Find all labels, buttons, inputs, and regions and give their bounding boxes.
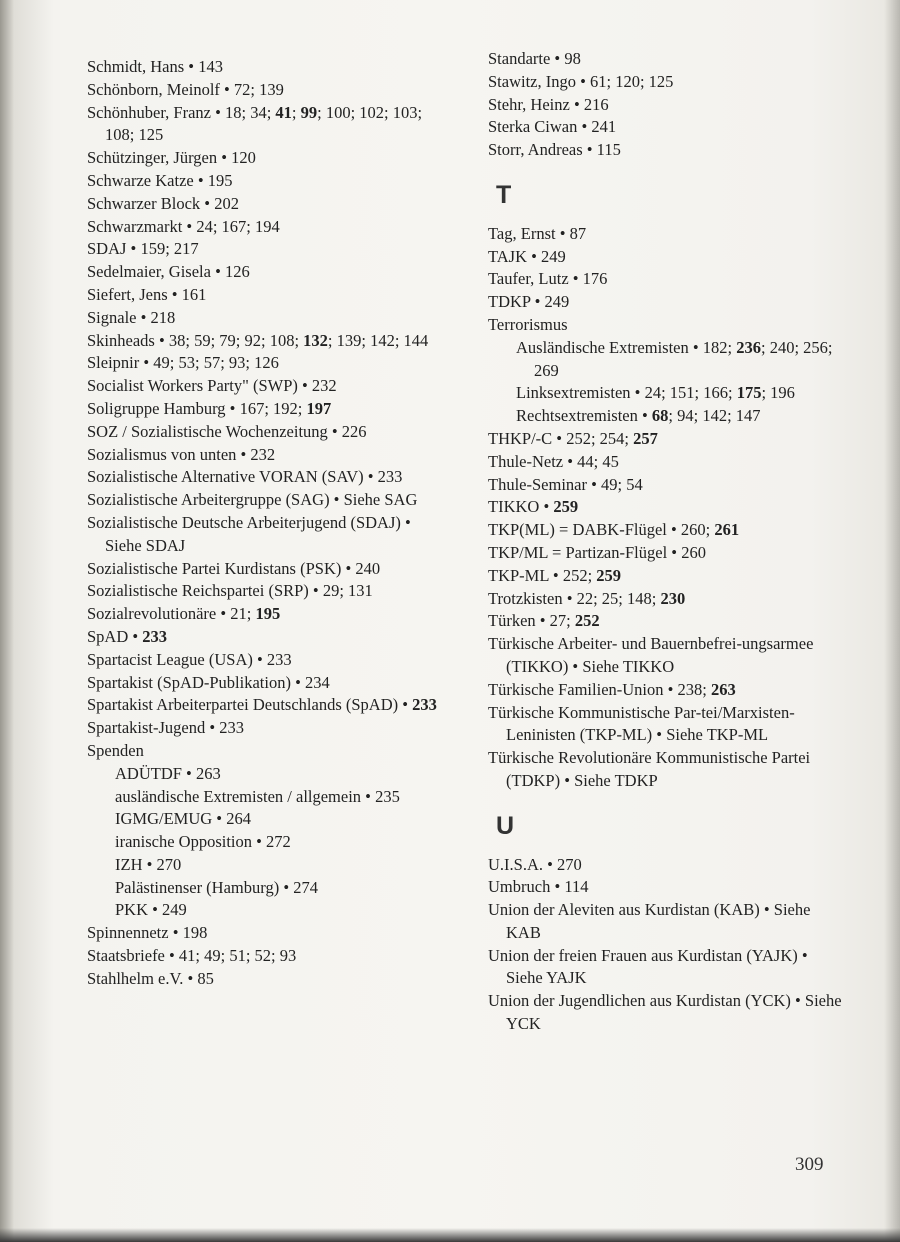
entry-text: Trotzkisten • 22; 25; 148; — [488, 588, 661, 608]
entry-text: Spartacist League (USA) • 233 — [87, 649, 292, 669]
entry-text: Schmidt, Hans • 143 — [87, 57, 223, 76]
entry-text: Linksextremisten • 24; 151; 166; — [516, 383, 737, 403]
index-entry — [87, 216, 437, 239]
index-entry — [87, 330, 437, 353]
index-column-right — [488, 48, 848, 1036]
index-subentry — [488, 337, 848, 383]
primary-page-ref: 132 — [303, 330, 328, 350]
index-subentry — [87, 854, 437, 877]
primary-page-ref: 233 — [412, 695, 437, 715]
entry-text: Thule-Seminar • 49; 54 — [488, 474, 643, 494]
index-entry — [488, 588, 848, 611]
index-entry — [488, 268, 848, 291]
page-number: 309 — [795, 1154, 824, 1175]
entry-text: Sleipnir • 49; 53; 57; 93; 126 — [87, 353, 279, 373]
entry-text: Soligruppe Hamburg • 167; 192; — [87, 398, 307, 418]
entry-text: Union der Aleviten aus Kurdistan (KAB) • Siehe KAB — [488, 900, 811, 942]
entry-text: TKP(ML) = DABK-Flügel • 260; — [488, 520, 715, 540]
index-subentry — [488, 405, 848, 428]
entry-text: ; — [291, 102, 301, 122]
index-entry — [87, 238, 437, 261]
entry-text: ADÜTDF • 263 — [115, 763, 221, 783]
entry-text: Signale • 218 — [87, 307, 176, 327]
index-entry — [87, 147, 437, 170]
entry-text: Standarte • 98 — [488, 49, 581, 68]
primary-page-ref: 175 — [736, 383, 762, 403]
entry-text: Union der freien Frauen aus Kurdistan (YAJK) • Siehe YAJK — [488, 945, 808, 988]
index-entry — [488, 139, 848, 162]
index-entry — [488, 291, 848, 314]
index-entry — [87, 193, 437, 216]
index-entry — [87, 56, 437, 79]
entry-text: IGMG/EMUG • 264 — [115, 809, 251, 829]
entry-text: Terrorismus — [488, 314, 568, 334]
index-entry — [488, 474, 848, 497]
primary-page-ref: 252 — [574, 611, 600, 631]
index-entry — [488, 451, 848, 474]
entry-text: ; 139; 142; 144 — [327, 330, 429, 350]
entry-text: Sterka Ciwan • 241 — [488, 117, 617, 137]
entry-text: U.I.S.A. • 270 — [488, 854, 582, 874]
entry-text: Stahlhelm e.V. • 85 — [87, 968, 214, 988]
index-entry — [488, 246, 848, 269]
primary-page-ref: 259 — [553, 497, 579, 517]
index-subentry — [87, 831, 437, 854]
index-column-left — [87, 56, 437, 991]
entry-text: Spinnennetz • 198 — [87, 923, 208, 943]
index-subentry — [87, 786, 437, 809]
entry-text: Tag, Ernst • 87 — [488, 223, 587, 243]
primary-page-ref: 233 — [142, 626, 168, 646]
index-entry — [87, 398, 437, 421]
entry-text: Spenden — [87, 740, 144, 760]
page-edge-shadow — [884, 0, 900, 1242]
index-entry — [87, 580, 437, 603]
entry-text: Sozialistische Partei Kurdistans (PSK) • 240 — [87, 558, 381, 578]
entry-text: ; 100; 102; 103; 108; 125 — [105, 102, 423, 145]
index-entry — [488, 747, 848, 793]
entry-text: ; 196 — [761, 383, 795, 403]
entry-text: Schönborn, Meinolf • 72; 139 — [87, 79, 284, 99]
entry-text: SpAD • — [87, 626, 143, 646]
primary-page-ref: 236 — [736, 337, 761, 357]
index-entry — [87, 261, 437, 284]
index-entry — [87, 672, 437, 695]
entry-text: Schwarze Katze • 195 — [87, 170, 233, 190]
index-entry — [488, 899, 848, 945]
index-entry — [87, 717, 437, 740]
entry-text: THKP/-C • 252; 254; — [488, 428, 634, 448]
entry-text: Schwarzer Block • 202 — [87, 193, 239, 213]
primary-page-ref: 261 — [714, 520, 740, 540]
index-entry — [488, 48, 848, 71]
entry-text: ausländische Extremisten / allgemein • 235 — [115, 786, 400, 806]
index-entry — [87, 945, 437, 968]
index-entry — [488, 565, 848, 588]
entry-text: Ausländische Extremisten • 182; — [516, 337, 737, 357]
entry-text: Sozialistische Reichspartei (SRP) • 29; 131 — [87, 581, 373, 601]
entry-text: Türkische Revolutionäre Kommunistische Partei (TDKP) • Siehe TDKP — [488, 748, 811, 790]
index-entry — [488, 314, 848, 337]
primary-page-ref: 257 — [633, 428, 658, 448]
index-entry — [488, 990, 848, 1036]
primary-page-ref: 195 — [255, 604, 281, 624]
entry-text: Taufer, Lutz • 176 — [488, 269, 608, 289]
index-entry — [87, 740, 437, 763]
primary-page-ref: 68 — [651, 406, 669, 426]
index-entry — [87, 352, 437, 375]
entry-text: TKP/ML = Partizan-Flügel • 260 — [488, 542, 706, 562]
index-entry — [87, 307, 437, 330]
primary-page-ref: 259 — [596, 565, 622, 585]
entry-text: Sozialismus von unten • 232 — [87, 444, 276, 464]
entry-text: Sozialistische Deutsche Arbeiterjugend (SDAJ) • Siehe SDAJ — [87, 512, 411, 555]
index-subentry — [87, 877, 437, 900]
index-entry — [87, 421, 437, 444]
entry-text: Spartakist-Jugend • 233 — [87, 718, 245, 738]
index-entry — [488, 633, 848, 679]
entry-text: TKP-ML • 252; — [488, 565, 597, 585]
index-entry — [87, 284, 437, 307]
index-entry — [87, 558, 437, 581]
entry-text: Stawitz, Ingo • 61; 120; 125 — [488, 71, 674, 91]
primary-page-ref: 41 — [275, 102, 292, 122]
entry-text: Spartakist Arbeiterpartei Deutschlands (SpAD) • — [87, 695, 413, 715]
index-entry — [87, 375, 437, 398]
entry-text: Schönhuber, Franz • 18; 34; — [87, 102, 276, 122]
index-entry — [87, 968, 437, 991]
entry-text: Schützinger, Jürgen • 120 — [87, 148, 256, 168]
entry-text: Stehr, Heinz • 216 — [488, 94, 609, 114]
entry-text: Sedelmaier, Gisela • 126 — [87, 262, 250, 282]
section-letter-t: T — [496, 180, 512, 209]
entry-text: Umbruch • 114 — [488, 877, 589, 897]
entry-text: Türkische Arbeiter- und Bauernbefrei-ungsarmee (TIKKO) • Siehe TIKKO — [488, 634, 814, 676]
entry-text: Sozialistische Arbeitergruppe (SAG) • Siehe SAG — [87, 490, 418, 510]
entry-text: Türkische Familien-Union • 238; — [488, 679, 711, 699]
index-subentry — [87, 763, 437, 786]
index-entry — [488, 519, 848, 542]
entry-text: ; 240; 256; 269 — [534, 337, 833, 380]
entry-text: ; 94; 142; 147 — [668, 406, 761, 426]
entry-text: TDKP • 249 — [488, 292, 570, 312]
index-entry — [488, 876, 848, 899]
index-entry — [87, 170, 437, 193]
entry-text: IZH • 270 — [115, 854, 182, 874]
index-entry — [488, 702, 848, 748]
index-entry — [488, 116, 848, 139]
index-entry — [87, 512, 437, 558]
index-subentry — [87, 808, 437, 831]
index-entry — [488, 542, 848, 565]
index-entry — [488, 428, 848, 451]
page-bottom-shadow — [0, 1228, 900, 1242]
index-entry — [488, 610, 848, 633]
entry-text: Storr, Andreas • 115 — [488, 140, 621, 160]
index-entry — [488, 223, 848, 246]
index-entry — [87, 922, 437, 945]
index-subentry — [488, 382, 848, 405]
entry-text: SDAJ • 159; 217 — [87, 239, 199, 259]
entry-text: Thule-Netz • 44; 45 — [488, 451, 619, 471]
index-entry — [87, 102, 437, 148]
entry-text: Siefert, Jens • 161 — [87, 284, 207, 304]
primary-page-ref: 197 — [306, 398, 332, 418]
index-entry — [87, 649, 437, 672]
entry-text: PKK • 249 — [115, 900, 187, 920]
entry-text: Union der Jugendlichen aus Kurdistan (YCK) • Siehe YCK — [488, 991, 842, 1034]
index-entry — [488, 945, 848, 991]
entry-text: Türken • 27; — [488, 611, 575, 631]
primary-page-ref: 263 — [711, 679, 736, 699]
entry-text: Sozialistische Alternative VORAN (SAV) • 233 — [87, 467, 403, 487]
entry-text: TIKKO • — [488, 497, 554, 517]
primary-page-ref: 230 — [660, 588, 686, 608]
index-entry — [488, 71, 848, 94]
index-entry — [488, 854, 848, 877]
primary-page-ref: 99 — [300, 102, 318, 122]
index-entry — [87, 489, 437, 512]
entry-text: Rechtsextremisten • — [516, 406, 652, 426]
index-entry — [488, 679, 848, 702]
index-entry — [87, 444, 437, 467]
entry-text: Staatsbriefe • 41; 49; 51; 52; 93 — [87, 946, 297, 966]
entry-text: Spartakist (SpAD-Publikation) • 234 — [87, 672, 330, 692]
index-entry — [87, 466, 437, 489]
entry-text: SOZ / Sozialistische Wochenzeitung • 226 — [87, 421, 367, 441]
entry-text: Sozialrevolutionäre • 21; — [87, 604, 256, 624]
index-entry — [488, 94, 848, 117]
section-letter-u: U — [496, 811, 515, 840]
index-subentry — [87, 899, 437, 922]
entry-text: Palästinenser (Hamburg) • 274 — [115, 877, 318, 897]
entry-text: Schwarzmarkt • 24; 167; 194 — [87, 216, 280, 236]
index-entry — [87, 79, 437, 102]
entry-text: Skinheads • 38; 59; 79; 92; 108; — [87, 330, 304, 350]
index-entry — [87, 694, 437, 717]
entry-text: Türkische Kommunistische Par-tei/Marxisten-Leninisten (TKP-ML) • Siehe TKP-ML — [488, 702, 795, 745]
entry-text: iranische Opposition • 272 — [115, 832, 291, 852]
entry-text: Socialist Workers Party" (SWP) • 232 — [87, 376, 337, 396]
index-entry — [488, 496, 848, 519]
index-entry — [87, 626, 437, 649]
entry-text: TAJK • 249 — [488, 246, 566, 266]
index-entry — [87, 603, 437, 626]
book-spine-shadow — [0, 0, 14, 1242]
